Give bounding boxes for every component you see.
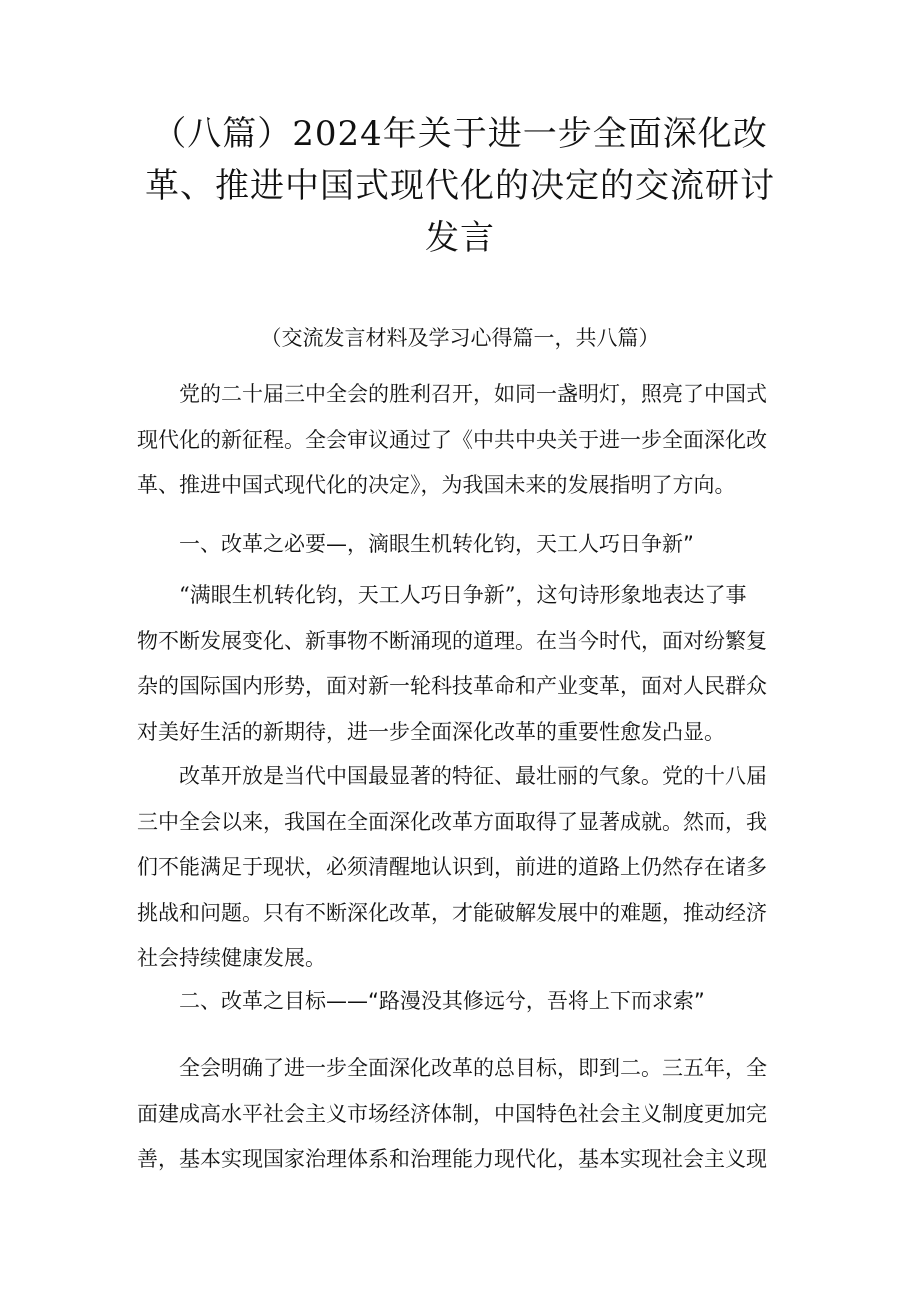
paragraph-line: 现代化的新征程。全会审议通过了《中共中央关于进一步全面深化改 (137, 427, 767, 452)
paragraph-line: “满眼生机转化钧，天工人巧日争新”，这句诗形象地表达了事 (179, 583, 747, 607)
paragraph-4 (137, 1046, 787, 1183)
paragraph-line: 全会明确了进一步全面深化改革的总目标，即到二。三五年，全 (179, 1056, 767, 1080)
title-line: 发言 (425, 218, 495, 258)
paragraph-line: 杂的国际国内形势，面对新一轮科技革命和产业变革，面对人民群众 (137, 674, 767, 698)
paragraph-1 (137, 372, 787, 509)
paragraph-line: 党的二十届三中全会的胜利召开，如同一盏明灯，照亮了中国式 (179, 382, 767, 406)
section-heading-1: 一、改革之必要—，滴眼生机转化钧，天工人巧日争新” (179, 532, 694, 556)
paragraph-line: 社会持续健康发展。 (137, 946, 326, 970)
title-line: 革、推进中国式现代化的决定的交流研讨 (145, 166, 775, 206)
paragraph-line: 挑战和问题。只有不断深化改革，才能破解发展中的难题，推动经济 (137, 900, 767, 925)
document-title (100, 108, 820, 264)
document-subtitle: （交流发言材料及学习心得篇一，共八篇） (260, 326, 660, 350)
paragraph-line: 们不能满足于现状，必须清醒地认识到，前进的道路上仍然存在诸多 (137, 855, 767, 879)
paragraph-line: 革、推进中国式现代化的决定》，为我国未来的发展指明了方向。 (137, 473, 736, 497)
paragraph-line: 改革开放是当代中国最显著的特征、最壮丽的气象。党的十八届 (179, 764, 767, 788)
title-line: （八篇）2024年关于进一步全面深化改 (152, 114, 768, 154)
paragraph-line: 对美好生活的新期待，进一步全面深化改革的重要性愈发凸显。 (137, 719, 725, 744)
section-heading-2: 二、改革之目标——“路漫没其修远兮，吾将上下而求索” (179, 989, 705, 1013)
paragraph-3 (137, 754, 787, 982)
paragraph-line: 物不断发展变化、新事物不断涌现的道理。在当今时代，面对纷繁复 (137, 628, 767, 653)
paragraph-2 (137, 573, 787, 755)
paragraph-line: 三中全会以来，我国在全面深化改革方面取得了显著成就。然而，我 (137, 809, 767, 834)
paragraph-line: 面建成高水平社会主义市场经济体制，中国特色社会主义制度更加完 (137, 1101, 767, 1126)
paragraph-line: 善，基本实现国家治理体系和治理能力现代化，基本实现社会主义现 (137, 1147, 767, 1171)
